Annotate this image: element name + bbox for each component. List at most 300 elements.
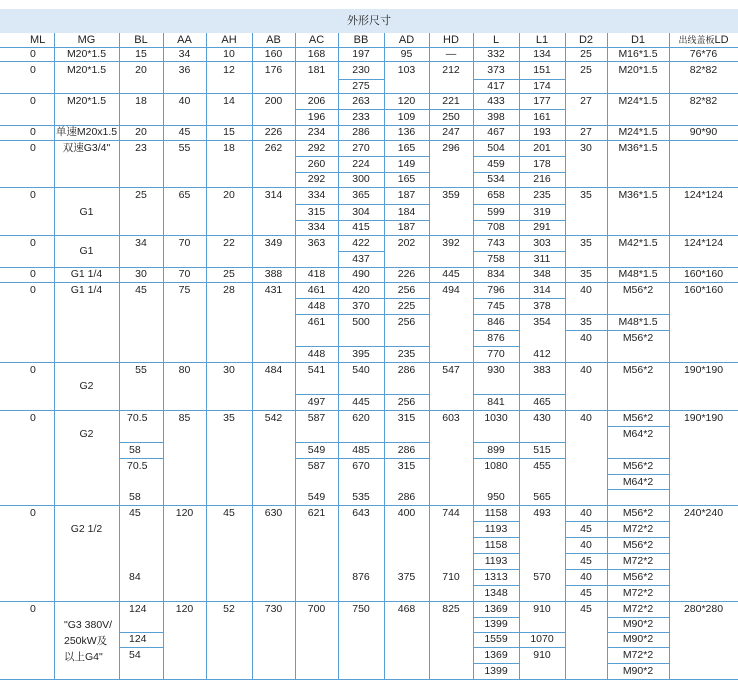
col-header-ah: AH (221, 33, 237, 46)
cell-divider (473, 537, 519, 538)
table-cell: 534 (487, 173, 505, 186)
table-cell: 500 (352, 315, 370, 328)
table-cell: 15 (135, 47, 147, 60)
table-cell: 286 (352, 126, 370, 139)
table-cell: 415 (352, 221, 370, 234)
table-cell: 124*124 (683, 189, 724, 202)
table-cell: 0 (30, 189, 36, 202)
table-title: 外形尺寸 (0, 9, 738, 33)
col-header-d2: D2 (578, 33, 594, 46)
cell-divider (607, 474, 669, 475)
table-cell: 1158 (484, 538, 508, 551)
table-cell: 658 (487, 189, 505, 202)
cell-divider (565, 553, 669, 554)
cell-divider (295, 220, 429, 221)
cell-divider (338, 251, 384, 252)
table-cell: 190*190 (683, 411, 724, 424)
table-cell: 70.5 (127, 411, 148, 424)
table-cell: 103 (397, 63, 416, 76)
table-cell: 187 (397, 221, 416, 234)
table-cell: 378 (533, 299, 551, 312)
table-cell: 375 (397, 570, 416, 583)
table-cell: 459 (487, 157, 505, 170)
table-cell: 250 (442, 110, 460, 123)
table-cell: 420 (352, 283, 370, 296)
table-cell: 304 (352, 205, 370, 218)
table-cell: 319 (533, 205, 551, 218)
table-cell: M64*2 (622, 427, 654, 440)
cell-divider (607, 458, 669, 459)
table-cell: 620 (352, 411, 370, 424)
col-header-l: L (492, 33, 500, 46)
cell-divider (565, 537, 669, 538)
table-cell: 109 (397, 110, 416, 123)
table-cell: 1158 (484, 506, 508, 519)
table-cell: 35 (580, 236, 592, 249)
table-cell: 445 (442, 268, 460, 281)
table-cell: 70 (178, 236, 191, 249)
table-cell: 45 (580, 602, 592, 615)
cell-divider (473, 585, 519, 586)
table-cell: 25 (580, 47, 592, 60)
table-cell: 226 (264, 126, 283, 139)
table-cell: 1080 (484, 459, 508, 472)
table-cell: 40 (580, 283, 592, 296)
table-cell: 45 (580, 522, 592, 535)
table-cell: 876 (487, 331, 505, 344)
table-cell: 570 (533, 570, 551, 583)
table-cell: M90*2 (622, 664, 654, 677)
table-cell: 85 (178, 411, 191, 424)
cell-divider (119, 442, 163, 443)
table-cell: 497 (307, 395, 326, 408)
table-cell: 184 (397, 205, 416, 218)
column-divider (429, 33, 430, 679)
table-cell: 18 (223, 141, 235, 154)
row-divider (0, 187, 738, 188)
cell-divider (119, 632, 163, 633)
table-cell: 20 (135, 126, 147, 139)
table-cell: 45 (580, 586, 592, 599)
cell-divider (295, 156, 429, 157)
table-cell: M42*1.5 (618, 236, 658, 249)
table-cell: 0 (30, 268, 36, 281)
table-cell: 1369 (484, 602, 508, 615)
table-cell: 493 (533, 506, 551, 519)
cell-divider (607, 617, 669, 618)
table-cell: 226 (397, 268, 416, 281)
table-cell: 448 (307, 299, 326, 312)
table-cell: 70.5 (127, 459, 148, 472)
table-cell: 22 (223, 236, 235, 249)
table-cell: 303 (533, 236, 551, 249)
table-cell: 354 (533, 315, 551, 328)
table-cell: 76*76 (689, 47, 718, 60)
table-cell: 461 (307, 315, 326, 328)
table-cell: — (445, 47, 457, 60)
table-cell: G2 (79, 379, 94, 392)
table-cell: 547 (442, 363, 460, 376)
cell-divider (565, 569, 669, 570)
table-cell: M64*2 (622, 475, 654, 488)
table-cell: 1313 (484, 570, 508, 583)
cell-divider (565, 585, 669, 586)
table-cell: 149 (397, 157, 416, 170)
table-cell: 216 (533, 173, 551, 186)
table-cell: 45 (580, 554, 592, 567)
table-cell: 445 (352, 395, 370, 408)
row-divider (0, 267, 738, 268)
cell-divider (295, 346, 429, 347)
row-divider (0, 47, 738, 48)
table-cell: 235 (533, 189, 551, 202)
table-cell: 124 (129, 602, 147, 615)
cell-divider (565, 330, 669, 331)
table-cell: 418 (307, 268, 326, 281)
row-divider (0, 125, 738, 126)
table-cell: 587 (307, 459, 326, 472)
table-cell: 256 (397, 395, 416, 408)
table-cell: 348 (533, 268, 551, 281)
table-cell: 36 (178, 63, 191, 76)
table-cell: 708 (487, 221, 505, 234)
table-cell: 40 (580, 331, 592, 344)
table-cell: M48*1.5 (618, 268, 658, 281)
table-cell: 197 (352, 47, 370, 60)
table-cell: 465 (533, 395, 551, 408)
cell-divider (565, 521, 669, 522)
col-header-mg: MG (77, 33, 96, 46)
row-divider (0, 362, 738, 363)
table-cell: 603 (442, 411, 460, 424)
table-cell: 400 (397, 506, 416, 519)
table-cell: 0 (30, 94, 36, 107)
table-cell: 1193 (484, 522, 508, 535)
table-cell: 388 (264, 268, 283, 281)
cell-divider (565, 314, 669, 315)
table-cell: M20*1.5 (66, 47, 107, 60)
table-cell: 45 (135, 283, 147, 296)
table-cell: 45 (178, 126, 191, 139)
table-cell: 758 (487, 252, 505, 265)
table-cell: 370 (352, 299, 370, 312)
table-cell: 240*240 (683, 506, 724, 519)
table-cell: 136 (397, 126, 416, 139)
col-header-l1: L1 (535, 33, 549, 46)
table-cell: 412 (533, 347, 551, 360)
table-cell: 70 (178, 268, 191, 281)
row-divider (0, 61, 738, 62)
table-cell: 193 (533, 126, 551, 139)
col-header-ac: AC (308, 33, 325, 46)
table-cell: 25 (135, 189, 147, 202)
table-cell: 630 (264, 506, 283, 519)
table-cell: 437 (352, 252, 370, 265)
table-cell: 314 (533, 283, 551, 296)
table-cell: 621 (307, 506, 326, 519)
column-divider (338, 33, 339, 679)
cell-divider (473, 346, 519, 347)
table-cell: 710 (442, 570, 460, 583)
table-cell: M48*1.5 (618, 315, 658, 328)
table-cell: 1369 (484, 648, 508, 661)
table-cell: 363 (307, 236, 326, 249)
table-cell: 124 (129, 633, 147, 646)
table-cell: M72*2 (622, 586, 654, 599)
table-cell: 0 (30, 411, 36, 424)
table-cell: 20 (135, 63, 147, 76)
table-cell: 58 (129, 490, 141, 503)
table-cell: M20*1.5 (66, 94, 107, 107)
table-cell: 599 (487, 205, 505, 218)
cell-divider (607, 426, 669, 427)
table-cell: 300 (352, 173, 370, 186)
cell-divider (295, 458, 429, 459)
table-cell: 540 (352, 363, 370, 376)
row-divider (0, 235, 738, 236)
table-cell: 177 (533, 94, 551, 107)
table-cell: 30 (135, 268, 147, 281)
table-cell: 40 (580, 363, 592, 376)
table-cell: 75 (178, 283, 191, 296)
table-cell: 0 (30, 47, 36, 60)
row-divider (0, 93, 738, 94)
table-cell: M90*2 (622, 633, 654, 646)
table-cell: 233 (352, 110, 370, 123)
row-divider (0, 601, 738, 602)
table-cell: 196 (307, 110, 326, 123)
table-cell: 234 (307, 126, 326, 139)
table-cell: M72*2 (622, 522, 654, 535)
table-cell: 160*160 (683, 283, 724, 296)
table-cell: 0 (30, 63, 36, 76)
table-cell: 82*82 (689, 63, 718, 76)
table-cell: 54 (129, 648, 141, 661)
table-cell: 30 (223, 363, 235, 376)
table-cell: 395 (352, 347, 370, 360)
table-cell: 35 (580, 268, 592, 281)
table-cell: 262 (264, 141, 283, 154)
cell-divider (119, 458, 163, 459)
table-cell: M72*2 (622, 602, 654, 615)
table-cell: 35 (580, 315, 592, 328)
table-cell: 745 (487, 299, 505, 312)
table-cell: 40 (178, 94, 191, 107)
table-cell: 160 (264, 47, 283, 60)
table-cell: 40 (580, 411, 592, 424)
table-cell: 796 (487, 283, 505, 296)
table-cell: 0 (30, 236, 36, 249)
cell-divider (473, 553, 519, 554)
col-header-bb: BB (353, 33, 369, 46)
table-cell: 1399 (484, 664, 508, 677)
table-cell: 206 (307, 94, 326, 107)
column-divider (384, 33, 385, 679)
table-cell: 1348 (484, 586, 508, 599)
table-cell: 750 (352, 602, 370, 615)
table-cell: 201 (533, 141, 551, 154)
cell-divider (295, 204, 429, 205)
table-cell: M56*2 (622, 570, 654, 583)
table-cell: 165 (397, 141, 416, 154)
table-cell: 392 (442, 236, 460, 249)
table-cell: 212 (442, 63, 460, 76)
table-cell: 315 (307, 205, 326, 218)
table-cell: M72*2 (622, 554, 654, 567)
table-cell: 120 (175, 602, 194, 615)
table-cell: G2 1/2 (70, 522, 103, 535)
table-cell: 286 (397, 490, 416, 503)
table-cell: 422 (352, 236, 370, 249)
column-divider (252, 33, 253, 679)
table-cell: 18 (135, 94, 147, 107)
cell-divider (607, 663, 669, 664)
col-header-bl: BL (134, 33, 148, 46)
table-cell: 40 (580, 506, 592, 519)
table-cell: 260 (307, 157, 326, 170)
table-cell: 12 (223, 63, 235, 76)
table-cell: 230 (352, 63, 370, 76)
table-cell: G1 1/4 (70, 283, 103, 296)
table-cell: 134 (533, 47, 551, 60)
table-cell: M56*2 (622, 283, 654, 296)
table-cell: M56*2 (622, 459, 654, 472)
table-cell: 15 (223, 126, 235, 139)
table-cell: 359 (442, 189, 460, 202)
table-cell: 910 (533, 602, 551, 615)
cell-divider (295, 442, 429, 443)
col-header-aa: AA (177, 33, 192, 46)
table-cell: 80 (178, 363, 191, 376)
table-cell: M20*1.5 (66, 63, 107, 76)
table-cell: 930 (487, 363, 505, 376)
col-header-ab: AB (266, 33, 281, 46)
table-cell: 120 (175, 506, 194, 519)
table-cell: "G3 380V/ 250kW及 以上G4" (64, 619, 113, 663)
table-cell: 430 (533, 411, 551, 424)
table-cell: 910 (533, 648, 551, 661)
cell-divider (473, 617, 519, 618)
table-cell: 单速M20x1.5 (55, 126, 118, 139)
cell-divider (607, 632, 669, 633)
table-cell: 161 (533, 110, 551, 123)
col-header-ml: ML (30, 33, 46, 46)
table-cell: M56*2 (622, 411, 654, 424)
cell-divider (473, 569, 519, 570)
table-cell: M20*1.5 (618, 63, 658, 76)
table-cell: M72*2 (622, 648, 654, 661)
table-cell: 178 (533, 157, 551, 170)
table-cell: 120 (397, 94, 416, 107)
table-cell: 0 (30, 283, 36, 296)
table-cell: 90*90 (689, 126, 718, 139)
table-cell: 643 (352, 506, 370, 519)
cell-divider (473, 330, 519, 331)
cell-divider (607, 489, 669, 490)
table-cell: 291 (533, 221, 551, 234)
table-cell: 25 (223, 268, 235, 281)
table-cell: 504 (487, 141, 505, 154)
col-header-ld (669, 33, 738, 47)
table-cell: 565 (533, 490, 551, 503)
table-cell: 165 (397, 173, 416, 186)
cell-divider (338, 79, 384, 80)
table-cell: 1193 (484, 554, 508, 567)
table-cell: 535 (352, 490, 370, 503)
table-cell: 417 (487, 79, 505, 92)
table-cell: 490 (352, 268, 370, 281)
table-cell: 431 (264, 283, 283, 296)
table-cell: 35 (580, 189, 592, 202)
table-cell: 270 (352, 141, 370, 154)
table-cell: 484 (264, 363, 283, 376)
table-cell: 1399 (484, 618, 508, 631)
column-divider (519, 33, 520, 679)
table-cell: 542 (264, 411, 283, 424)
table-cell: 28 (223, 283, 235, 296)
table-cell: 841 (487, 395, 505, 408)
table-cell: 825 (442, 602, 460, 615)
table-cell: 455 (533, 459, 551, 472)
table-cell: 311 (533, 252, 551, 265)
table-cell: 398 (487, 110, 505, 123)
table-cell: 846 (487, 315, 505, 328)
table-cell: 292 (307, 173, 326, 186)
column-divider (565, 33, 566, 679)
table-cell: 700 (307, 602, 326, 615)
table-cell: 0 (30, 602, 36, 615)
table-cell: M56*2 (622, 506, 654, 519)
table-cell: 84 (129, 570, 141, 583)
table-cell: 27 (580, 94, 592, 107)
table-cell: 190*190 (683, 363, 724, 376)
table-cell: 双速G3/4" (62, 141, 111, 154)
table-cell: M56*2 (622, 538, 654, 551)
table-cell: 334 (307, 189, 326, 202)
table-cell: 314 (264, 189, 283, 202)
table-cell: 587 (307, 411, 326, 424)
table-cell: M56*2 (622, 363, 654, 376)
table-cell: 35 (223, 411, 235, 424)
table-cell: G2 (79, 427, 94, 440)
table-cell: 151 (533, 63, 551, 76)
table-cell: 124*124 (683, 236, 724, 249)
table-cell: 0 (30, 126, 36, 139)
table-cell: 40 (580, 570, 592, 583)
table-cell: M56*2 (622, 331, 654, 344)
cell-divider (473, 521, 519, 522)
table-cell: 160*160 (683, 268, 724, 281)
table-cell: 25 (580, 63, 592, 76)
column-divider (206, 33, 207, 679)
table-cell: 467 (487, 126, 505, 139)
table-cell: 0 (30, 506, 36, 519)
table-cell: 296 (442, 141, 460, 154)
table-cell: 181 (307, 63, 326, 76)
table-cell: 349 (264, 236, 283, 249)
table-cell: 10 (223, 47, 235, 60)
column-divider (54, 33, 55, 679)
table-cell: 55 (135, 363, 147, 376)
table-cell: 744 (442, 506, 460, 519)
table-cell: 334 (307, 221, 326, 234)
table-cell: M24*1.5 (618, 94, 658, 107)
table-cell: 224 (352, 157, 370, 170)
table-cell: 27 (580, 126, 592, 139)
cell-divider (473, 663, 519, 664)
table-cell: 950 (487, 490, 505, 503)
table-cell: M90*2 (622, 618, 654, 631)
